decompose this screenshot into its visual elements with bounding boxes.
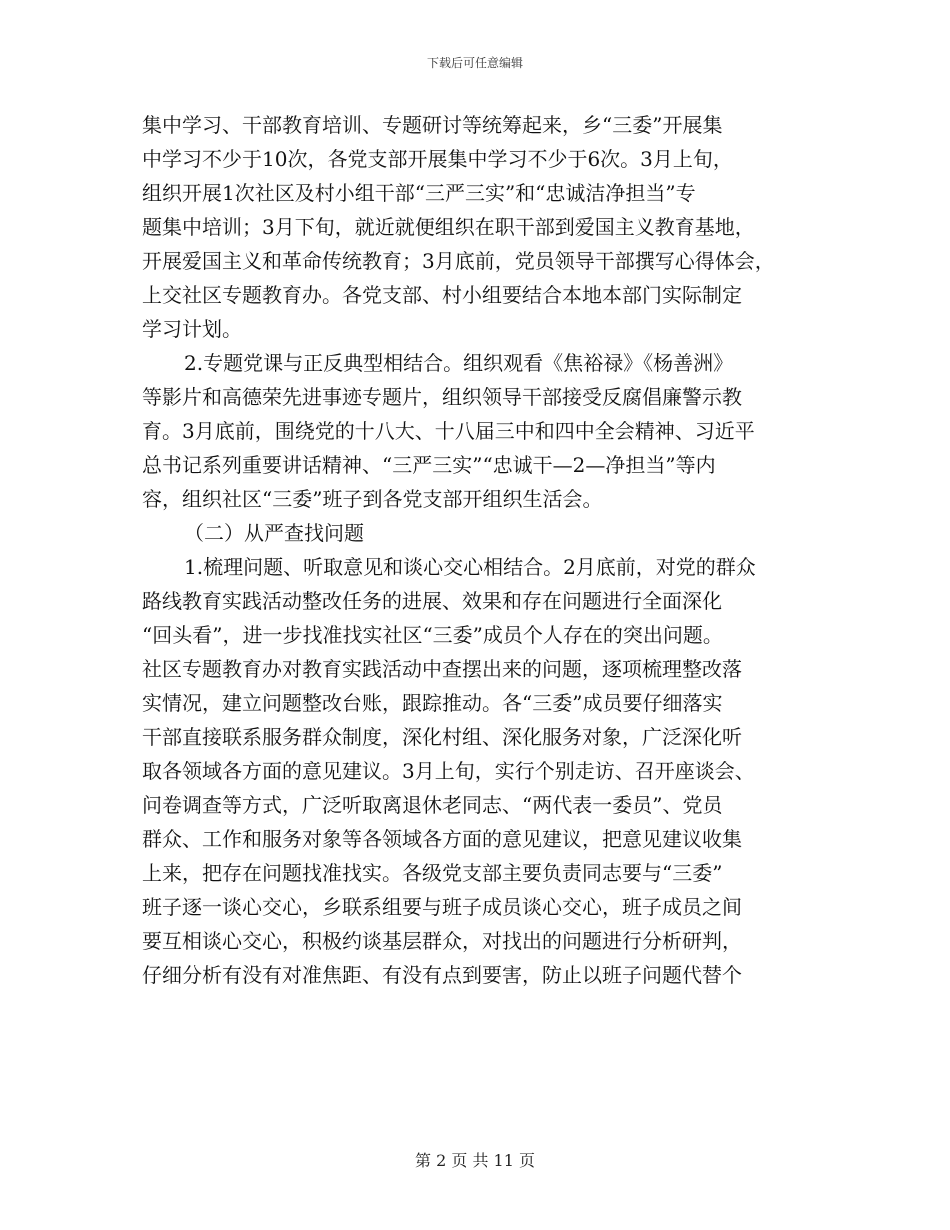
text-line: 学习计划。 bbox=[142, 317, 242, 341]
text-line: 取各领域各方面的意见建议。3月上旬，实行个别走访、召开座谈会、 bbox=[142, 759, 755, 783]
page-header-note: 下载后可任意编辑 bbox=[426, 56, 523, 70]
text-line: “回头看”，进一步找准找实社区“三委”成员个人存在的突出问题。 bbox=[142, 623, 723, 647]
paragraph-start-line: 1.梳理问题、听取意见和谈心交心相结合。2月底前，对党的群众 bbox=[184, 555, 756, 579]
text-line: 仔细分析有没有对准焦距、有没有点到要害，防止以班子问题代替个 bbox=[142, 963, 742, 987]
text-line: 总书记系列重要讲话精神、“三严三实”“忠诚干—2—净担当”等内 bbox=[142, 453, 716, 477]
text-line: 组织开展1次社区及村小组干部“三严三实”和“忠诚洁净担当”专 bbox=[142, 181, 696, 205]
text-line: 路线教育实践活动整改任务的进展、效果和存在问题进行全面深化 bbox=[142, 589, 722, 613]
text-line: 问卷调查等方式，广泛听取离退休老同志、“两代表一委员”、党员 bbox=[142, 793, 723, 817]
text-line: 容，组织社区“三委”班子到各党支部开组织生活会。 bbox=[142, 487, 603, 511]
text-line: 要互相谈心交心，积极约谈基层群众，对找出的问题进行分析研判， bbox=[142, 929, 742, 953]
text-line: 上来，把存在问题找准找实。各级党支部主要负责同志要与“三委” bbox=[142, 861, 723, 885]
section-heading: （二）从严查找问题 bbox=[184, 521, 364, 545]
page-number-footer: 第 2 页 共 11 页 bbox=[415, 1151, 535, 1170]
text-line: 干部直接联系服务群众制度，深化村组、深化服务对象，广泛深化听 bbox=[142, 725, 742, 749]
document-body bbox=[142, 108, 832, 992]
text-line: 中学习不少于10次，各党支部开展集中学习不少于6次。3月上旬， bbox=[142, 147, 733, 171]
paragraph-start-line: 2.专题党课与正反典型相结合。组织观看《焦裕禄》《杨善洲》 bbox=[184, 351, 734, 375]
text-line: 实情况，建立问题整改台账，跟踪推动。各“三委”成员要仔细落实 bbox=[142, 691, 723, 715]
text-line: 等影片和高德荣先进事迹专题片，组织领导干部接受反腐倡廉警示教 bbox=[142, 385, 742, 409]
text-line: 上交社区专题教育办。各党支部、村小组要结合本地本部门实际制定 bbox=[142, 283, 742, 307]
text-line: 班子逐一谈心交心，乡联系组要与班子成员谈心交心，班子成员之间 bbox=[142, 895, 742, 919]
text-line: 社区专题教育办对教育实践活动中查摆出来的问题，逐项梳理整改落 bbox=[142, 657, 742, 681]
text-line: 育。3月底前，围绕党的十八大、十八届三中和四中全会精神、习近平 bbox=[142, 419, 755, 443]
text-line: 群众、工作和服务对象等各领域各方面的意见建议，把意见建议收集 bbox=[142, 827, 742, 851]
text-line: 题集中培训；3月下旬，就近就便组织在职干部到爱国主义教育基地， bbox=[142, 215, 755, 239]
text-line: 开展爱国主义和革命传统教育；3月底前，党员领导干部撰写心得体会， bbox=[142, 249, 775, 273]
text-line: 集中学习、干部教育培训、专题研讨等统筹起来，乡“三委”开展集 bbox=[142, 113, 723, 137]
